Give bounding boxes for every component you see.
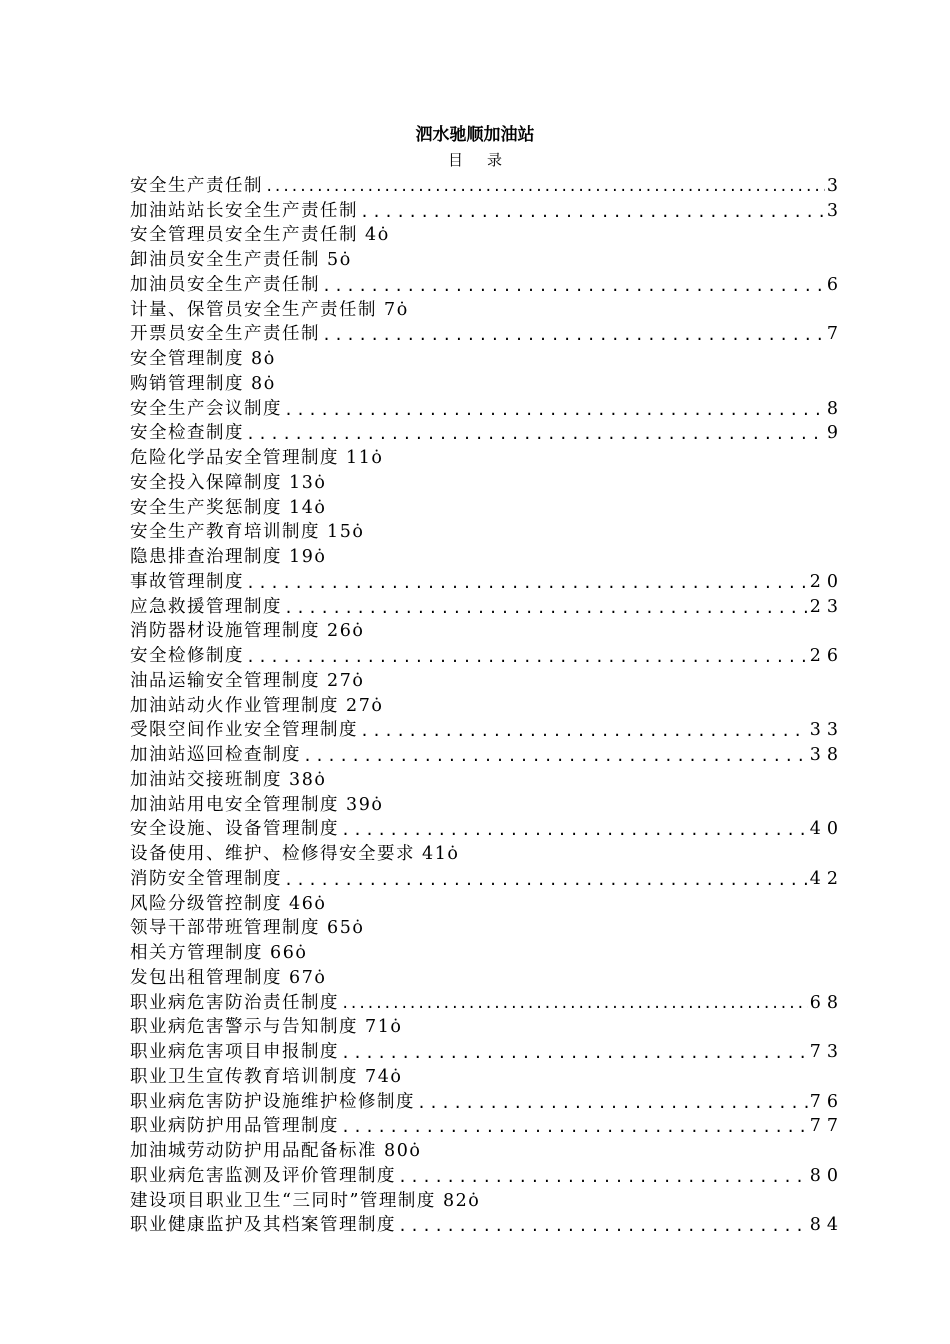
toc-page-number: 33 (809, 720, 844, 741)
toc-entry[interactable] (130, 915, 838, 940)
toc-entry[interactable] (130, 964, 838, 989)
toc-entry[interactable] (130, 1014, 838, 1039)
toc-entry-label: 职业卫生宣传教育培训制度 74ȯ (130, 1066, 403, 1087)
toc-entry-label: 加油站交接班制度 38ȯ (130, 769, 327, 790)
toc-entry-label: 应急救援管理制度 (130, 596, 282, 617)
toc-dot-leader (303, 746, 808, 766)
toc-dot-leader (398, 1167, 808, 1187)
toc-dot-leader (341, 994, 808, 1014)
toc-entry[interactable] (130, 271, 844, 296)
toc-page-number: 73 (809, 1042, 844, 1062)
toc-entry-label: 受限空间作业安全管理制度 (130, 720, 358, 741)
toc-entry-label: 领导干部带班管理制度 65ȯ (130, 918, 365, 939)
toc-entry-label: 职业病危害防治责任制度 (130, 992, 339, 1013)
toc-entry-label: 油品运输安全管理制度 27ȯ (130, 670, 365, 691)
toc-dot-leader (360, 202, 825, 222)
toc-entry-label: 计量、保管员安全生产责任制 7ȯ (130, 299, 409, 320)
toc-entry[interactable] (130, 197, 844, 222)
toc-entry[interactable] (130, 321, 844, 346)
toc-entry-label: 隐患排查治理制度 19ȯ (130, 547, 327, 567)
toc-entry-label: 危险化学品安全管理制度 11ȯ (130, 448, 384, 468)
toc-entry[interactable] (130, 395, 844, 420)
toc-entry-label: 开票员安全生产责任制 (130, 324, 320, 345)
toc-entry[interactable] (130, 1137, 838, 1162)
toc-entry-label: 事故管理制度 (130, 571, 244, 592)
toc-page-number: 42 (809, 868, 844, 889)
toc-entry[interactable] (130, 469, 838, 494)
toc-entry-label: 安全生产会议制度 (130, 398, 282, 419)
toc-entry-label: 加油站站长安全生产责任制 (130, 200, 358, 221)
toc-entry[interactable] (130, 246, 838, 271)
toc-entry[interactable] (130, 593, 844, 618)
toc-entry[interactable] (130, 1088, 844, 1113)
toc-entry[interactable] (130, 345, 838, 370)
toc-page-number: 68 (809, 992, 844, 1013)
toc-entry-label: 安全设施、设备管理制度 (130, 819, 339, 840)
toc-entry[interactable] (130, 172, 844, 197)
toc-entry[interactable] (130, 519, 838, 544)
toc-entry-label: 购销管理制度 8ȯ (130, 373, 276, 394)
toc-entry-label: 安全管理制度 8ȯ (130, 349, 276, 369)
toc-entry-label: 职业病危害警示与告知制度 71ȯ (130, 1017, 403, 1038)
toc-dot-leader (398, 1216, 808, 1236)
toc-dot-leader (322, 325, 825, 345)
toc-dot-leader (246, 573, 808, 593)
toc-entry-label: 建设项目职业卫生“三同时”管理制度 82ȯ (130, 1190, 481, 1211)
toc-entry[interactable] (130, 1063, 838, 1088)
document-title: 泗水驰顺加油站 (415, 125, 535, 145)
toc-entry[interactable] (130, 420, 844, 445)
toc-entry-label: 加油站用电安全管理制度 39ȯ (130, 794, 384, 815)
toc-entry-label: 加油员安全生产责任制 (130, 274, 320, 295)
toc-entry-label: 安全管理员安全生产责任制 4ȯ (130, 225, 390, 246)
toc-entry-label: 消防安全管理制度 (130, 868, 282, 889)
toc-entry[interactable] (130, 222, 838, 247)
toc-entry[interactable] (130, 766, 838, 791)
toc-entry-label: 发包出租管理制度 67ȯ (130, 967, 327, 988)
toc-entry[interactable] (130, 568, 844, 593)
toc-page-number: 7 (826, 324, 844, 345)
toc-page-number: 6 (826, 274, 844, 295)
toc-page-number: 76 (809, 1091, 844, 1112)
toc-dot-leader (322, 276, 825, 296)
toc-dot-leader (341, 820, 808, 840)
toc-entry[interactable] (130, 1187, 838, 1212)
toc-page-number: 3 (826, 175, 844, 196)
toc-dot-leader (284, 400, 825, 420)
toc-entry[interactable] (130, 494, 838, 519)
toc-page-number: 3 (826, 200, 844, 221)
toc-dot-leader (246, 424, 825, 444)
toc-dot-leader (284, 870, 808, 890)
toc-dot-leader (341, 1043, 808, 1063)
toc-entry[interactable] (130, 642, 844, 667)
toc-dot-leader (360, 721, 808, 741)
toc-page-number: 38 (809, 745, 844, 765)
toc-entry-label: 相关方管理制度 66ȯ (130, 943, 308, 963)
toc-dot-leader (265, 177, 825, 197)
toc-dot-leader (341, 1117, 808, 1137)
toc-entry[interactable] (130, 618, 838, 643)
toc-entry[interactable] (130, 816, 844, 841)
toc-entry[interactable] (130, 692, 838, 717)
toc-page-number: 23 (809, 596, 844, 617)
toc-dot-leader (284, 598, 808, 618)
toc-entry-label: 安全投入保障制度 13ȯ (130, 472, 327, 493)
toc-page-number: 84 (809, 1215, 844, 1236)
toc-entry[interactable] (130, 791, 838, 816)
toc-entry[interactable] (130, 989, 844, 1014)
toc-entry[interactable] (130, 667, 838, 692)
toc-entry-label: 职业病危害防护设施维护检修制度 (130, 1091, 415, 1112)
toc-page-number: 80 (809, 1165, 844, 1186)
toc-entry[interactable] (130, 1212, 844, 1237)
toc-entry[interactable] (130, 741, 844, 766)
toc-entry-label: 卸油员安全生产责任制 5ȯ (130, 250, 352, 270)
toc-page-number: 77 (809, 1116, 844, 1137)
toc-page-number: 40 (809, 819, 844, 840)
toc-entry-label: 职业健康监护及其档案管理制度 (130, 1215, 396, 1236)
toc-entry-label: 职业病防护用品管理制度 (130, 1116, 339, 1137)
toc-heading: 目录 (447, 151, 526, 169)
toc-entry-label: 加油城劳动防护用品配备标准 80ȯ (130, 1141, 422, 1161)
toc-entry-label: 安全生产奖惩制度 14ȯ (130, 497, 327, 518)
toc-dot-leader (246, 647, 808, 667)
toc-entry-label: 加油站动火作业管理制度 27ȯ (130, 695, 384, 716)
toc-entry[interactable] (130, 1113, 844, 1138)
toc-entry-label: 消防器材设施管理制度 26ȯ (130, 621, 365, 642)
toc-entry[interactable] (130, 840, 838, 865)
toc-entry-label: 安全生产责任制 (130, 175, 263, 196)
toc-page-number: 8 (826, 398, 844, 419)
toc-entry[interactable] (130, 939, 838, 964)
toc-entry[interactable] (130, 543, 838, 568)
toc-page-number: 26 (809, 646, 844, 666)
toc-entry-label: 职业病危害项目申报制度 (130, 1042, 339, 1062)
toc-entry[interactable] (130, 890, 838, 915)
toc-entry-label: 安全检修制度 (130, 646, 244, 666)
toc-entry-label: 安全生产教育培训制度 15ȯ (130, 522, 365, 543)
toc-entry[interactable] (130, 444, 838, 469)
toc-entry[interactable] (130, 1162, 844, 1187)
toc-page-number: 20 (809, 571, 844, 592)
toc-entry-label: 加油站巡回检查制度 (130, 745, 301, 765)
toc-page-number: 9 (826, 423, 844, 444)
toc-entry[interactable] (130, 296, 838, 321)
toc-entry-label: 设备使用、维护、检修得安全要求 41ȯ (130, 844, 460, 864)
toc-dot-leader (417, 1093, 808, 1113)
toc-entry-label: 风险分级管控制度 46ȯ (130, 893, 327, 914)
toc-entry[interactable] (130, 865, 844, 890)
toc-entry-label: 职业病危害监测及评价管理制度 (130, 1165, 396, 1186)
toc-entry[interactable] (130, 370, 838, 395)
toc-entry-label: 安全检查制度 (130, 423, 244, 444)
toc-entry[interactable] (130, 1038, 844, 1063)
toc-entry[interactable] (130, 717, 844, 742)
table-of-contents (130, 172, 844, 1236)
